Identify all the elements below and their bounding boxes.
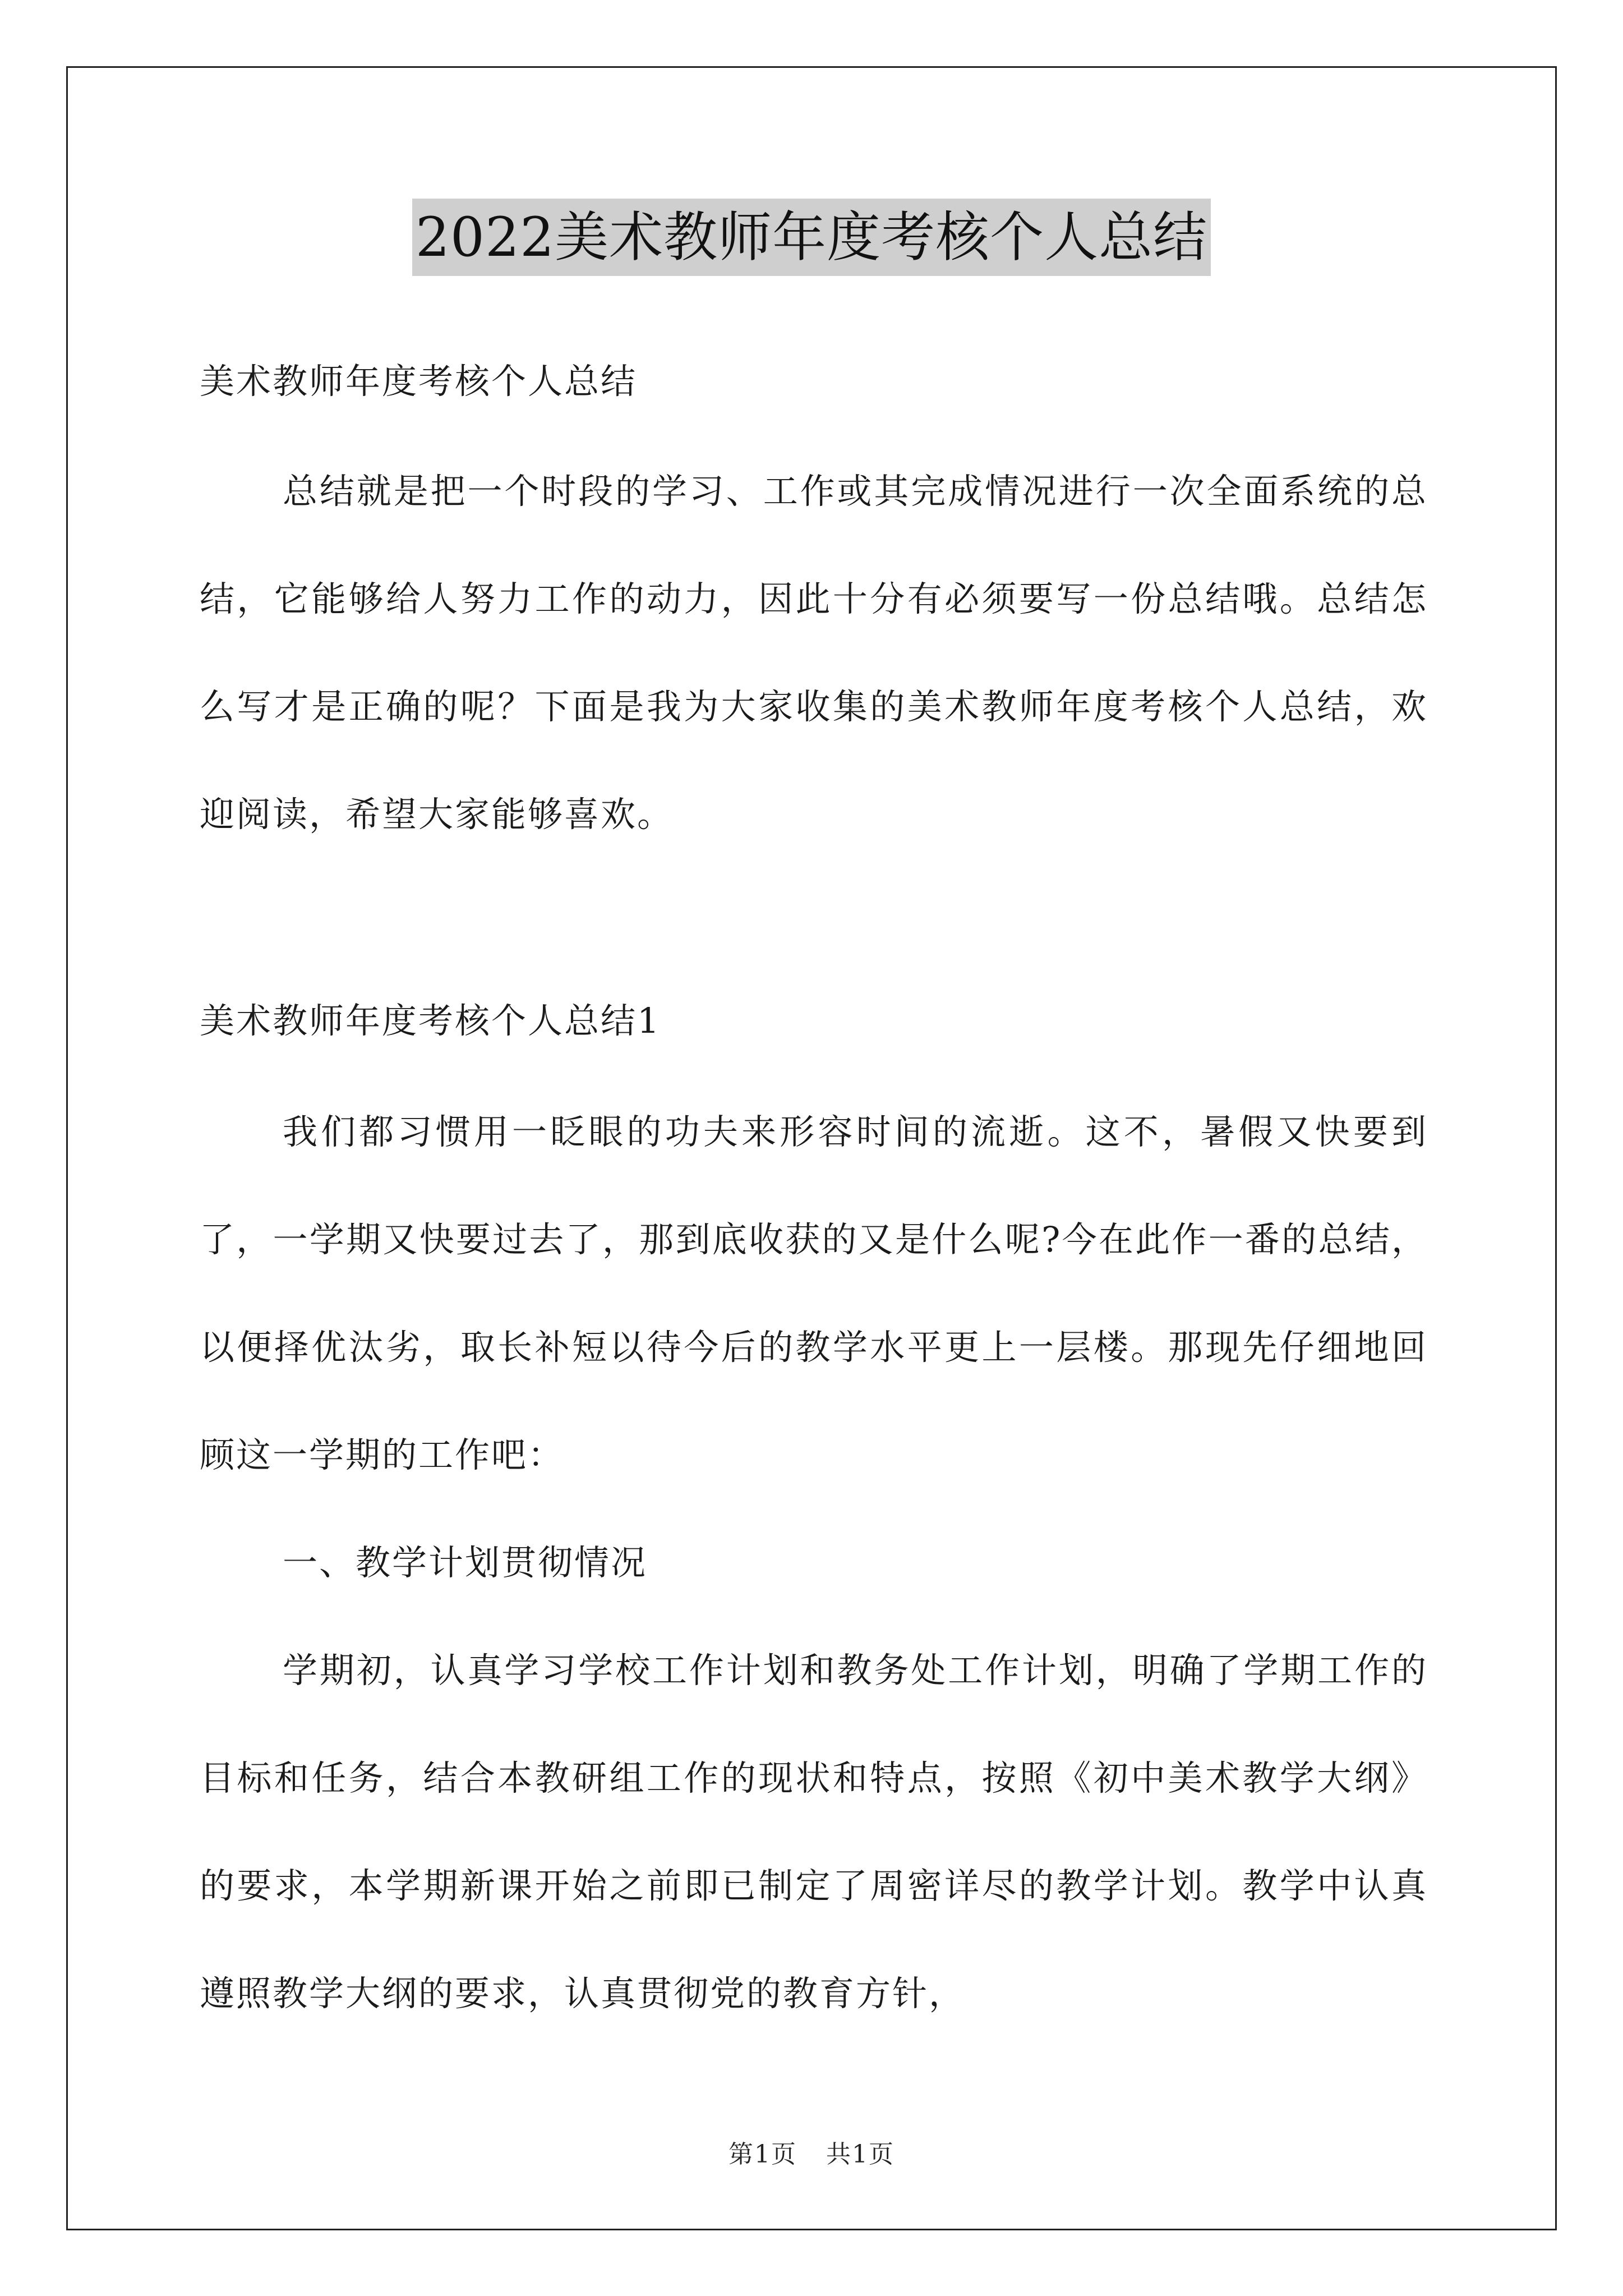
title-container bbox=[0, 199, 1623, 276]
intro-paragraph-container bbox=[200, 438, 1428, 868]
section-paragraph-1-container bbox=[200, 1078, 1428, 1509]
document-title: 2022美术教师年度考核个人总结 bbox=[412, 199, 1211, 276]
page-total: 共1页 bbox=[826, 2140, 895, 2169]
page-number: 第1页 bbox=[728, 2140, 797, 2169]
section-paragraph-1: 我们都习惯用一眨眼的功夫来形容时间的流逝。这不，暑假又快要到了，一学期又快要过去了，那到底收获的又是什么呢?今在此作一番的总结，以便择优汰劣，取长补短以待今后的教学水平更上一层楼。那现先仔细地回顾这一学期的工作吧： bbox=[200, 1111, 1428, 1475]
heading-1-container bbox=[200, 1509, 1428, 1617]
section-paragraph-2-container bbox=[200, 1617, 1428, 2047]
heading-1: 一、教学计划贯彻情况 bbox=[283, 1542, 648, 1583]
intro-paragraph: 总结就是把一个时段的学习、工作或其完成情况进行一次全面系统的总结，它能够给人努力工作的动力，因此十分有必须要写一份总结哦。总结怎么写才是正确的呢？下面是我为大家收集的美术教师年度考核个人总结，欢迎阅读，希望大家能够喜欢。 bbox=[200, 471, 1428, 835]
page-footer bbox=[0, 2134, 1623, 2170]
subtitle-main: 美术教师年度考核个人总结 bbox=[200, 361, 638, 402]
section-title: 美术教师年度考核个人总结1 bbox=[200, 1000, 661, 1041]
section-paragraph-2: 学期初，认真学习学校工作计划和教务处工作计划，明确了学期工作的目标和任务，结合本教研组工作的现状和特点，按照《初中美术教学大纲》的要求，本学期新课开始之前即已制定了周密详尽的教学计划。教学中认真遵照教学大纲的要求，认真贯彻党的教育方针， bbox=[200, 1650, 1428, 2014]
